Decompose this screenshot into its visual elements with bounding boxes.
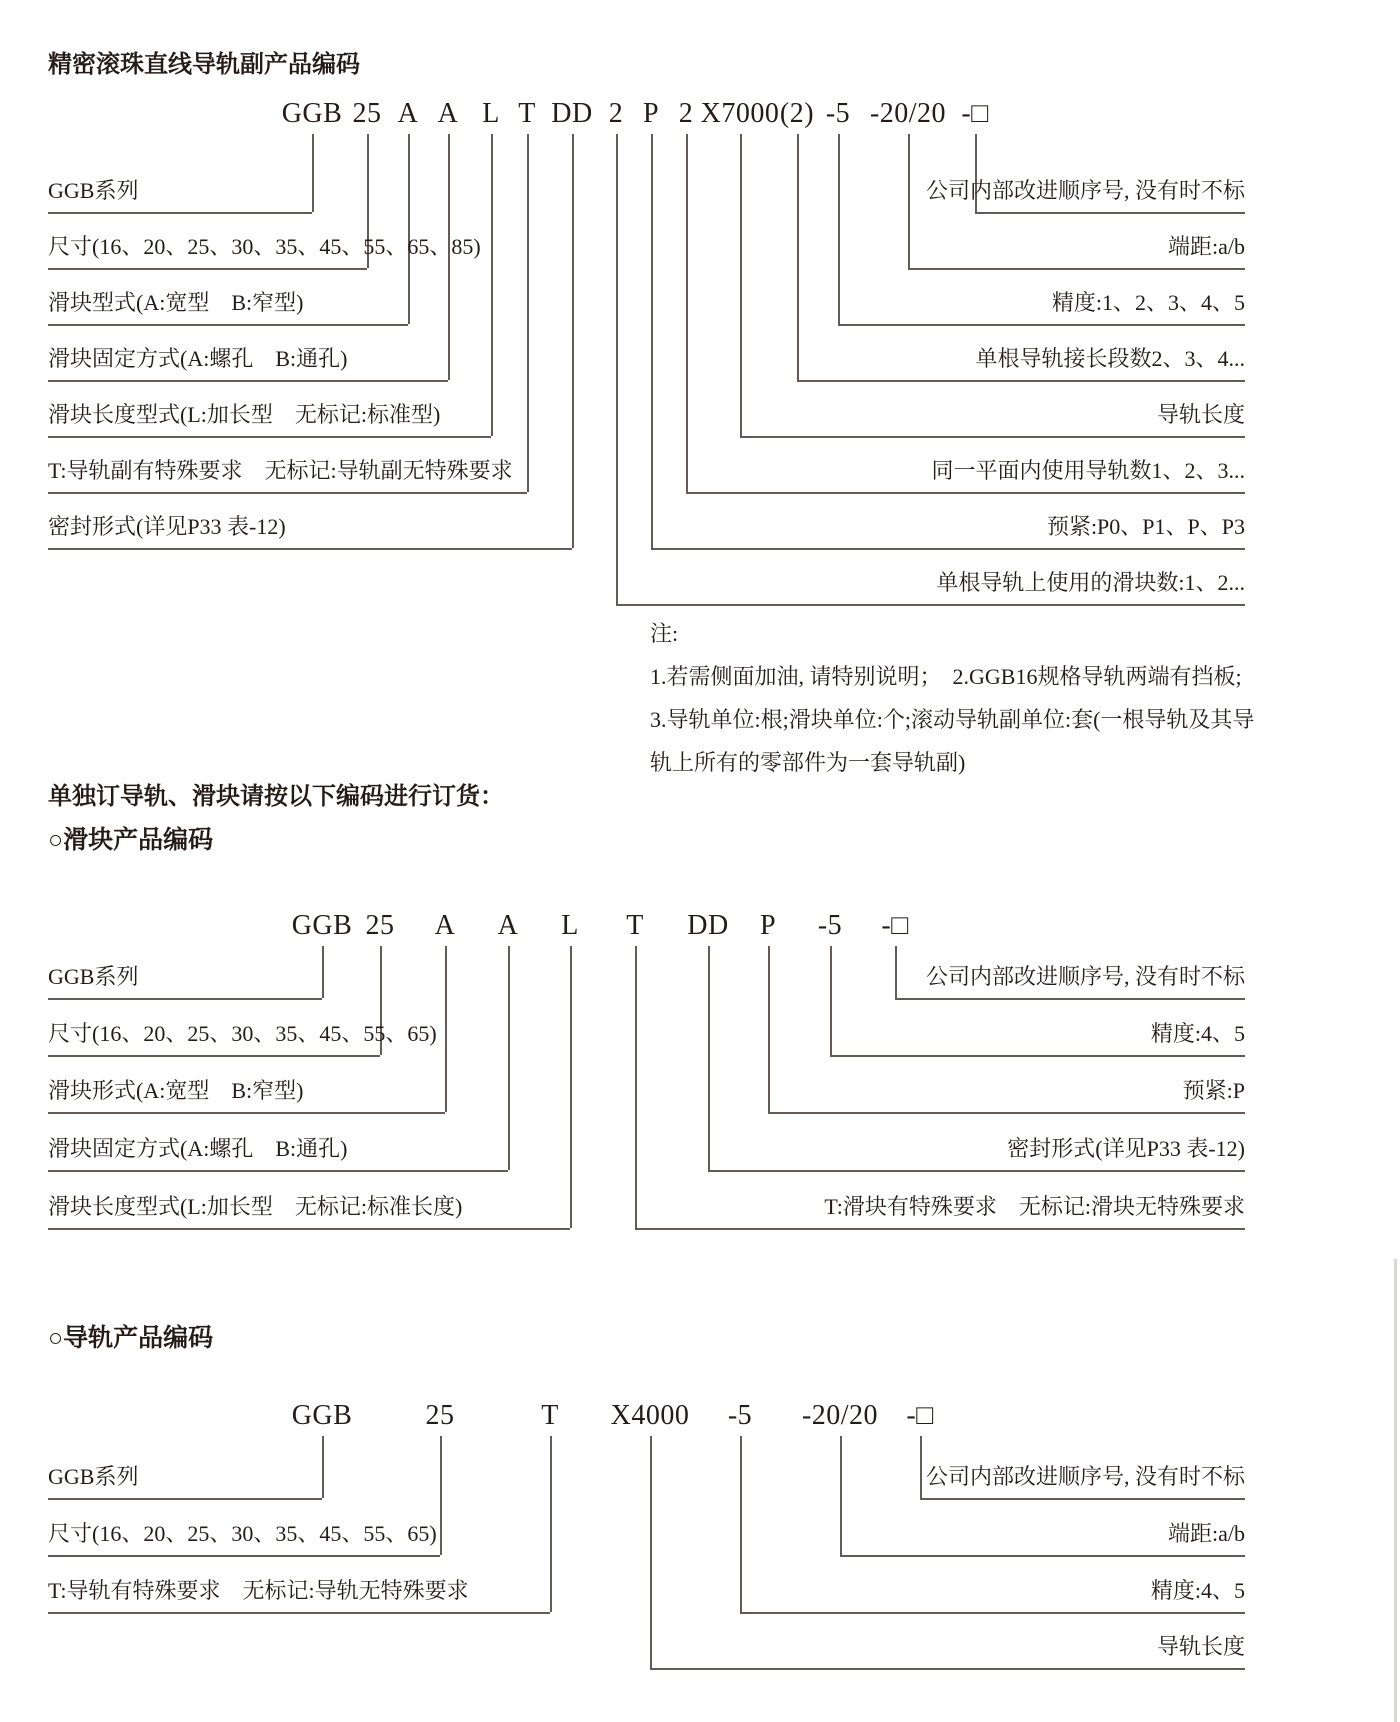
- connector-hline: [48, 998, 322, 1000]
- section3-title: ○导轨产品编码: [48, 1325, 214, 1352]
- code-token: GGB: [281, 98, 343, 129]
- code-token: A: [497, 910, 519, 941]
- right-label: 导轨长度: [1156, 1634, 1245, 1659]
- connector-hline: [708, 1170, 1245, 1172]
- connector-vline: [508, 946, 510, 1170]
- left-label: T:导轨副有特殊要求 无标记:导轨副无特殊要求: [48, 458, 513, 483]
- connector-hline: [48, 268, 367, 270]
- connector-vline: [650, 1436, 652, 1668]
- notes-label: 注:: [650, 621, 679, 646]
- left-label: GGB系列: [48, 964, 139, 989]
- right-label: 精度:4、5: [1150, 1021, 1245, 1046]
- connector-hline: [48, 1055, 380, 1057]
- connector-hline: [895, 998, 1245, 1000]
- code-token: 25: [425, 1400, 455, 1431]
- code-token: P: [642, 98, 660, 129]
- code-token: -□: [881, 910, 909, 941]
- notes-line: 1.若需侧面加油, 请特别说明； 2.GGB16规格导轨两端有挡板;: [650, 664, 1242, 689]
- right-label: T:滑块有特殊要求 无标记:滑块无特殊要求: [824, 1194, 1245, 1219]
- code-token: -□: [906, 1400, 934, 1431]
- connector-vline: [550, 1436, 552, 1612]
- connector-vline: [830, 946, 832, 1055]
- left-label: 滑块固定方式(A:螺孔 B:通孔): [48, 346, 348, 371]
- code-token: -□: [961, 98, 989, 129]
- section1-title: 精密滚珠直线导轨副产品编码: [48, 52, 360, 78]
- left-label: 尺寸(16、20、25、30、35、45、55、65): [48, 1021, 437, 1046]
- right-label: 端距:a/b: [1168, 234, 1245, 259]
- right-label: 单根导轨接长段数2、3、4...: [975, 346, 1245, 371]
- connector-hline: [797, 380, 1245, 382]
- connector-hline: [48, 492, 527, 494]
- right-label: 同一平面内使用导轨数1、2、3...: [931, 458, 1245, 483]
- left-label: 滑块长度型式(L:加长型 无标记:标准长度): [48, 1194, 463, 1219]
- connector-vline: [920, 1436, 922, 1498]
- connector-vline: [740, 1436, 742, 1612]
- code-token: -5: [817, 910, 843, 941]
- left-label: 滑块长度型式(L:加长型 无标记:标准型): [48, 402, 441, 427]
- connector-hline: [651, 548, 1245, 550]
- connector-hline: [920, 1498, 1245, 1500]
- code-token: X7000: [700, 98, 780, 129]
- code-token: 2: [678, 98, 694, 129]
- connector-vline: [616, 134, 618, 604]
- left-label: 滑块固定方式(A:螺孔 B:通孔): [48, 1136, 348, 1161]
- connector-hline: [686, 492, 1245, 494]
- connector-vline: [322, 946, 324, 998]
- connector-hline: [908, 268, 1245, 270]
- connector-hline: [48, 380, 448, 382]
- notes-line: 轨上所有的零部件为一套导轨副): [650, 750, 966, 775]
- code-token: -20/20: [869, 98, 947, 129]
- code-token: -5: [825, 98, 851, 129]
- connector-hline: [840, 1555, 1245, 1557]
- connector-vline: [908, 134, 910, 268]
- connector-vline: [527, 134, 529, 492]
- right-label: 导轨长度: [1156, 402, 1245, 427]
- notes-line: 3.导轨单位:根;滑块单位:个;滚动导轨副单位:套(一根导轨及其导: [650, 707, 1255, 732]
- code-token: GGB: [291, 1400, 353, 1431]
- code-token: 25: [365, 910, 395, 941]
- code-token: X4000: [610, 1400, 690, 1431]
- connector-hline: [616, 604, 1245, 606]
- connector-vline: [651, 134, 653, 548]
- connector-hline: [830, 1055, 1245, 1057]
- left-label: GGB系列: [48, 1464, 139, 1489]
- connector-hline: [48, 1555, 440, 1557]
- connector-hline: [48, 548, 572, 550]
- right-label: 端距:a/b: [1168, 1521, 1245, 1546]
- connector-vline: [740, 134, 742, 436]
- connector-hline: [650, 1668, 1245, 1670]
- connector-hline: [48, 1170, 508, 1172]
- code-token: A: [434, 910, 456, 941]
- code-token: A: [397, 98, 419, 129]
- scan-edge-artifact: [1394, 1259, 1397, 1722]
- section2-intro: 单独订导轨、滑块请按以下编码进行订货：: [48, 784, 504, 810]
- connector-vline: [768, 946, 770, 1112]
- right-label: 公司内部改进顺序号, 没有时不标: [925, 178, 1245, 203]
- code-token: DD: [687, 910, 729, 941]
- right-label: 公司内部改进顺序号, 没有时不标: [925, 964, 1245, 989]
- connector-hline: [48, 1228, 570, 1230]
- connector-hline: [975, 212, 1245, 214]
- code-token: A: [437, 98, 459, 129]
- connector-vline: [491, 134, 493, 436]
- connector-vline: [708, 946, 710, 1170]
- connector-hline: [48, 436, 491, 438]
- right-label: 预紧:P0、P1、P、P3: [1046, 514, 1245, 539]
- connector-vline: [572, 134, 574, 548]
- connector-vline: [838, 134, 840, 324]
- right-label: 单根导轨上使用的滑块数:1、2...: [936, 570, 1245, 595]
- left-label: 尺寸(16、20、25、30、35、45、55、65、85): [48, 234, 481, 259]
- connector-hline: [48, 324, 408, 326]
- code-token: T: [626, 910, 644, 941]
- right-label: 精度:1、2、3、4、5: [1051, 290, 1245, 315]
- left-label: GGB系列: [48, 178, 139, 203]
- connector-hline: [48, 1612, 550, 1614]
- right-label: 预紧:P: [1182, 1078, 1245, 1103]
- connector-hline: [48, 1112, 445, 1114]
- connector-vline: [686, 134, 688, 492]
- connector-vline: [840, 1436, 842, 1555]
- code-token: (2): [779, 98, 815, 129]
- connector-hline: [740, 436, 1245, 438]
- left-label: T:导轨有特殊要求 无标记:导轨无特殊要求: [48, 1578, 469, 1603]
- connector-hline: [48, 1498, 322, 1500]
- code-token: DD: [551, 98, 593, 129]
- connector-hline: [768, 1112, 1245, 1114]
- code-token: -5: [727, 1400, 753, 1431]
- right-label: 精度:4、5: [1150, 1578, 1245, 1603]
- right-label: 密封形式(详见P33 表-12): [1007, 1136, 1245, 1161]
- code-token: 2: [608, 98, 624, 129]
- connector-vline: [408, 134, 410, 324]
- connector-hline: [635, 1228, 1245, 1230]
- connector-vline: [895, 946, 897, 998]
- connector-vline: [312, 134, 314, 212]
- code-token: -20/20: [801, 1400, 879, 1431]
- connector-hline: [740, 1612, 1245, 1614]
- code-token: L: [561, 910, 579, 941]
- connector-vline: [440, 1436, 442, 1555]
- left-label: 尺寸(16、20、25、30、35、45、55、65): [48, 1521, 437, 1546]
- connector-hline: [838, 324, 1245, 326]
- left-label: 滑块型式(A:宽型 B:窄型): [48, 290, 304, 315]
- connector-vline: [322, 1436, 324, 1498]
- left-label: 密封形式(详见P33 表-12): [48, 514, 286, 539]
- section2-title: ○滑块产品编码: [48, 827, 214, 854]
- code-token: 25: [352, 98, 382, 129]
- right-label: 公司内部改进顺序号, 没有时不标: [925, 1464, 1245, 1489]
- code-token: L: [482, 98, 500, 129]
- notes-block: [650, 612, 1254, 784]
- code-token: T: [518, 98, 536, 129]
- connector-vline: [445, 946, 447, 1112]
- code-token: T: [541, 1400, 559, 1431]
- connector-vline: [635, 946, 637, 1228]
- connector-hline: [48, 212, 312, 214]
- left-label: 滑块形式(A:宽型 B:窄型): [48, 1078, 304, 1103]
- connector-vline: [797, 134, 799, 380]
- code-token: P: [759, 910, 777, 941]
- code-token: GGB: [291, 910, 353, 941]
- connector-vline: [570, 946, 572, 1228]
